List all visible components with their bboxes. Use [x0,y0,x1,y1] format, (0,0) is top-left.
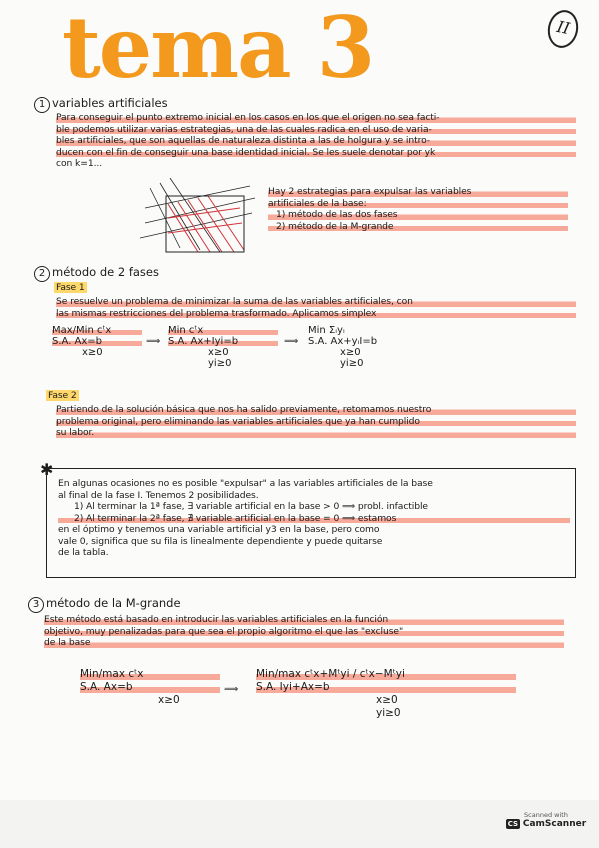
strategy-line: Hay 2 estrategias para expulsar las variables [268,186,568,198]
math-original-problem: Max/Min cᵗx S.A. Ax=b x≥0 [52,325,142,358]
fase-1-label: Fase 1 [56,282,85,293]
note-line: en el óptimo y tenemos una variable artificial y3 en la base, pero como [58,524,380,535]
section-2-heading: 2 método de 2 fases [34,265,159,282]
arrow-icon: ⟹ [224,684,239,695]
math-phase1-problem: Min Σᵢyᵢ S.A. Ax+yᵢI=b x≥0 yi≥0 [308,325,378,369]
strategy-line: 1) método de las dos fases [268,209,568,221]
para-line: ble podemos utilizar varias estrategias, una de las cuales radica en el uso de varia- [56,124,576,136]
para-line: Partiendo de la solución básica que nos ha salido previamente, retomamos nuestro [56,404,576,416]
note-line: vale 0, significa que su fila is linealmente dependiente y puede quitarse [58,535,383,547]
page-title: tema 3 [62,0,374,97]
para-line: con k=1... [56,158,103,169]
math-mgrande-original: Min/max cᵗx S.A. Ax=b x≥0 [80,668,220,707]
note-line: En algunas ocasiones no es posible "expulsar" a las variables artificiales de la base [58,478,433,489]
note-line: 2) Al terminar la 2ª fase, ∄ variable artificial en la base = 0 ⟹ estamos [58,513,570,525]
section-1-number: 1 [34,97,50,113]
para-line: las mismas restricciones del problema trasformado. Aplicamos simplex [56,308,576,320]
note-line: de la tabla. [58,547,109,558]
section-2-number: 2 [34,266,50,282]
fase-2-paragraph [56,404,576,439]
note-text [58,478,570,559]
page-number-mark: II [544,7,581,50]
section-3-paragraph [44,614,564,649]
strategy-line: 2) método de la M-grande [268,221,568,233]
para-line: ducen con el fin de conseguir una base identidad inicial. Se les suele denotar por yk [56,147,576,159]
para-line: problema original, pero eliminando las variables artificiales que ya han cumplido [56,416,576,428]
asterisk-icon: ✱ [40,460,54,479]
para-line: Se resuelve un problema de minimizar la suma de las variables artificiales, con [56,296,576,308]
para-line: de la base [44,637,564,649]
note-line: 1) Al terminar la 1ª fase, ∃ variable artificial en la base > 0 ⟹ probl. infactible [74,501,428,512]
math-mgrande-transformed: Min/max cᵗx+Mᵗyi / cᵗx−Mᵗyi S.A. Iyi+Ax=b x≥0 yi≥0 [256,668,516,720]
strategy-line: artificiales de la base: [268,198,568,210]
note-line: al final de la fase I. Tenemos 2 posibilidades. [58,489,259,501]
feasible-region-sketch [140,178,260,258]
section-1-heading: 1 variables artificiales [34,96,168,113]
fase-1-paragraph [56,296,576,319]
para-line: Este método está basado en introducir las variables artificiales en la función [44,614,564,626]
section-3-number: 3 [28,597,44,613]
arrow-icon: ⟹ [284,336,299,347]
fase-2-label: Fase 2 [48,390,77,401]
camscanner-logo-icon: CS [507,820,518,828]
section-1-paragraph [56,112,576,170]
para-line: bles artificiales, que son aquellas de naturaleza distinta a las de holgura y se intro- [56,135,576,147]
para-line: Para conseguir el punto extremo inicial en los casos en los que el origen no sea facti- [56,112,576,124]
strategies-list [268,186,568,232]
para-line: objetivo, muy penalizadas para que sea el propio algoritmo el que las "excluse" [44,626,564,638]
para-line: su labor. [56,427,576,439]
section-3-heading: 3 método de la M-grande [28,596,181,613]
math-transformed-problem: Min cᵗx S.A. Ax+Iyi=b x≥0 yi≥0 [168,325,278,369]
arrow-icon: ⟹ [146,336,161,347]
camscanner-watermark: Scanned with CS CamScanner [507,811,587,829]
